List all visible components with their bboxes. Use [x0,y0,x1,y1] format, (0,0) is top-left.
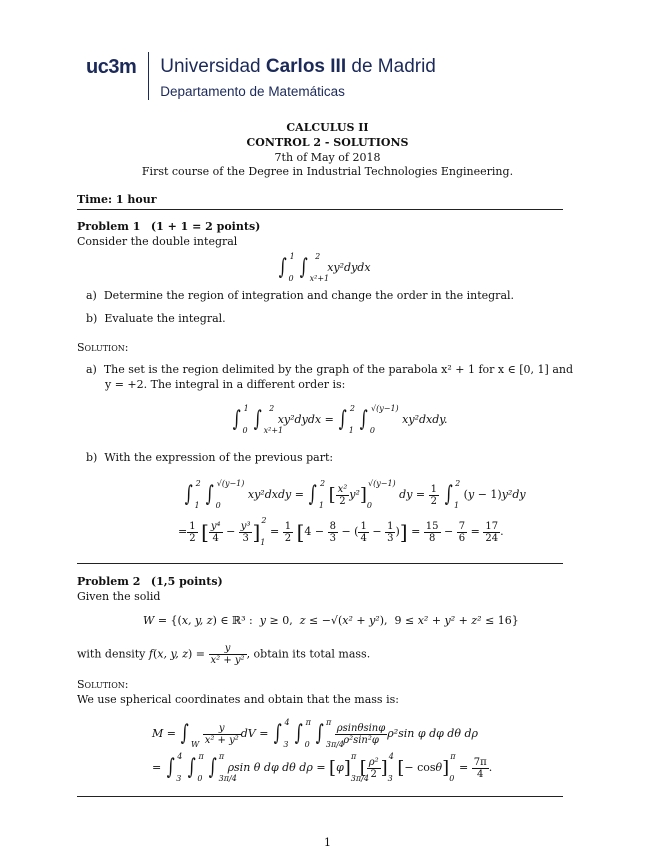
solution-a-line2: y = +2. The integral in a different order is: [105,378,346,391]
problem1-heading: Problem 1 (1 + 1 = 2 points) [77,220,261,233]
problem2-solution-text: We use spherical coordinates and obtain that the mass is: [77,693,399,706]
mass-line2: = ∫ $_3^4$ ∫ $_0^\pi$ ∫ $_{3\pi/4}^\pi$ ρsin θ dφ dθ $d\rho = [\varphi]_{3\pi/4}^\pi$ [ $\frac{\text{ρ²}}{2}$ ]$_3^4$ [− $\cos\theta]_0^\pi$ = $\frac{7\pi}{4}$ . [152,752,493,783]
department-name: Departamento de Matemáticas [160,84,345,99]
exam-date: 7th of May of 2018 [274,151,381,164]
exam-title: CONTROL 2 - SOLUTIONS [246,136,409,149]
solution-a-line1: a) The set is the region delimited by the graph of the parabola x² + 1 for x ∈ [0, 1] and [86,363,574,376]
university-logo [86,52,436,102]
problem2-statement: Given the solid [77,590,161,603]
problem2-heading: Problem 2 (1,5 points) [77,575,223,588]
course-title: CALCULUS II [286,121,369,134]
divider [77,563,563,564]
evaluation-line1: ∫ $_1^2$ ∫ $_0^{√(y-1)}$ xy²dxdy = ∫ $_1^2$ [ $\frac{\text{x²}}{2}$ $y^2]_0^{√(y-1)}$ dy = $\frac{1}{2}$ ∫ $_1^2$ (y − 1)y²dy [184,479,526,510]
evaluation-line2: = $\frac{1}{2}$ [ $\frac{\text{y⁴}}{4}$ − $\frac{\text{y³}}{3}$ ]$_1^2$ = $\frac{1}{2}$ [4 − $\frac{8}{3}$ − ( $\frac{1}{4}$ − $\frac{1}{3}$ )] = $\frac{15}{8}$ − $\frac{7}{6}$ = $\frac{17}{24}$ . [178,516,504,547]
problem1-item-b: b) Evaluate the integral. [86,312,226,325]
time-limit: Time: 1 hour [77,193,157,206]
solid-definition: W = {(x, y, z) ∈ ℝ³ : y ≥ 0, z ≤ −√(x² + y²), 9 ≤ x² + y² + z² ≤ 16} [143,614,519,627]
density-line: with density f(x, y, z) = $\frac{y}{\text{x² + y²}}$ , obtain its total mass. [77,643,371,666]
problem2-solution-label: Solution: [77,678,129,691]
problem1-item-a: a) Determine the region of integration and change the order in the integral. [86,289,515,302]
divider [77,796,563,797]
divider [77,209,563,210]
problem1-statement: Consider the double integral [77,235,238,248]
solution-b-line1: b) With the expression of the previous part: [86,451,334,464]
page-number: 1 [324,836,331,849]
mass-line1: M = ∫ $_W$ $\frac{y}{\text{x² + y²}}$ dV = ∫ $_3^4$ ∫ $_0^\pi$ ∫ $_{3\pi/4}^\pi$ $\frac{\rho\sin\theta\sin\varphi}{\text{ρ²sin²φ}}$ ρ²sin φ dφ dθ dρ [152,718,478,749]
university-name: Universidad Carlos III de Madrid [160,56,436,77]
double-integral: ∫ $_0^1$ ∫ $_{x^2+1}^2$ xy²dydx [278,252,371,283]
logo-short: uc3m [86,56,137,78]
problem1-solution-label: Solution: [77,341,129,354]
degree-line: First course of the Degree in Industrial Technologies Engineering. [141,165,514,178]
order-change-equation: ∫ $_0^1$ ∫ $_{x^2+1}^2$ xy²dydx = ∫ $_1^2$ ∫ $_0^{√(y-1)}$ xy²dxdy. [232,404,448,435]
logo-divider [148,52,149,100]
